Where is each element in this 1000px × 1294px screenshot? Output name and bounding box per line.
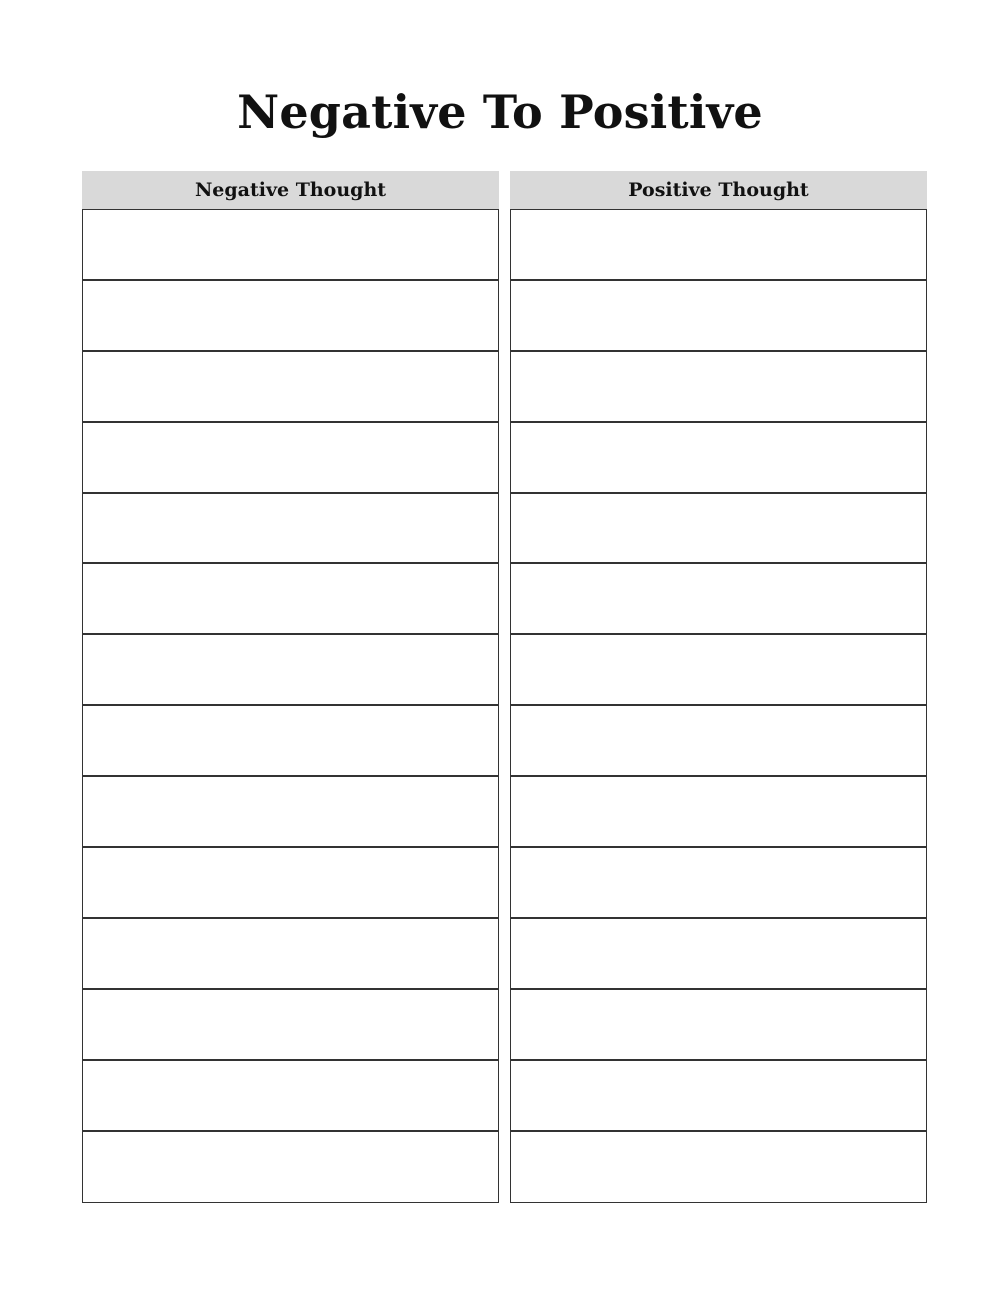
negative-thought-row[interactable] xyxy=(83,848,498,919)
positive-thought-row[interactable] xyxy=(511,352,926,423)
positive-thought-row[interactable] xyxy=(511,1061,926,1132)
positive-thought-row[interactable] xyxy=(511,777,926,848)
negative-thought-row[interactable] xyxy=(83,423,498,494)
positive-thought-row[interactable] xyxy=(511,635,926,706)
negative-thought-row[interactable] xyxy=(83,564,498,635)
negative-thought-row[interactable] xyxy=(83,1132,498,1203)
positive-thought-row[interactable] xyxy=(511,990,926,1061)
positive-thought-row[interactable] xyxy=(511,494,926,565)
positive-thought-row[interactable] xyxy=(511,706,926,777)
negative-thought-header: Negative Thought xyxy=(82,171,499,209)
negative-thought-row[interactable] xyxy=(83,210,498,281)
positive-thought-header: Positive Thought xyxy=(510,171,927,209)
negative-thought-row[interactable] xyxy=(83,352,498,423)
positive-thought-row[interactable] xyxy=(511,848,926,919)
positive-thought-row[interactable] xyxy=(511,423,926,494)
negative-thought-row[interactable] xyxy=(83,706,498,777)
positive-thought-column xyxy=(510,171,927,1203)
positive-thought-rows xyxy=(510,209,927,1203)
page-title: Negative To Positive xyxy=(237,85,763,139)
positive-thought-row[interactable] xyxy=(511,210,926,281)
negative-thought-row[interactable] xyxy=(83,494,498,565)
negative-thought-row[interactable] xyxy=(83,281,498,352)
positive-thought-row[interactable] xyxy=(511,564,926,635)
positive-thought-row[interactable] xyxy=(511,919,926,990)
negative-thought-row[interactable] xyxy=(83,919,498,990)
negative-thought-row[interactable] xyxy=(83,990,498,1061)
positive-thought-row[interactable] xyxy=(511,281,926,352)
negative-thought-row[interactable] xyxy=(83,777,498,848)
negative-thought-row[interactable] xyxy=(83,635,498,706)
negative-thought-row[interactable] xyxy=(83,1061,498,1132)
positive-thought-row[interactable] xyxy=(511,1132,926,1203)
negative-thought-column xyxy=(82,171,499,1203)
negative-thought-rows xyxy=(82,209,499,1203)
